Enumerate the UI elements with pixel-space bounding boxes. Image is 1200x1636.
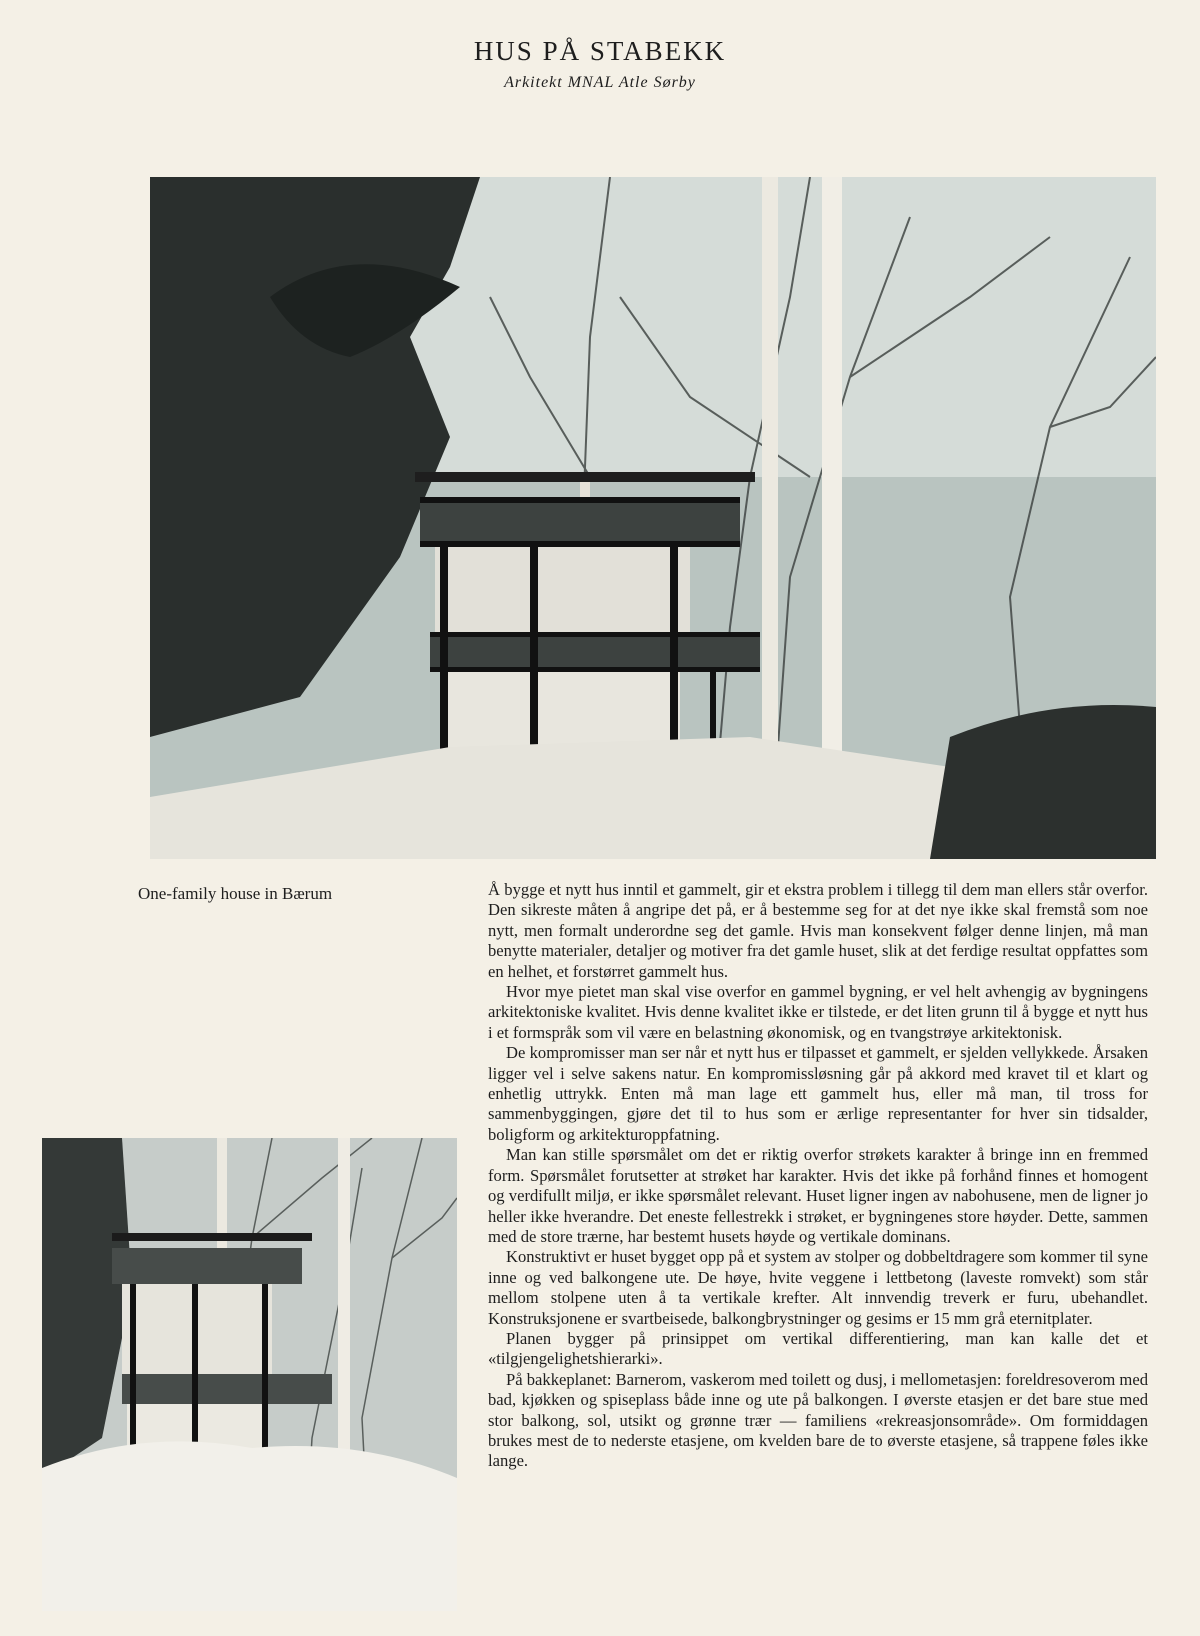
photo-caption: One-family house in Bærum — [138, 884, 333, 903]
main-photo — [150, 177, 1156, 859]
paragraph: Å bygge et nytt hus inntil et gammelt, gir et ekstra problem i tillegg til dem man ellers står overfor. Den sikreste måten å angripe det på, er å bestemme seg for at det nye ikke skal fremstå som noe nytt, men formalt underordne seg det gamle. Hvis man konsekvent følger denne linjen, må man benytte materialer, detaljer og motiver fra det gamle huset, slik at det ferdige resultat oppfattes som en helhet, et forstørret gammelt hus. — [488, 880, 1148, 981]
paragraph: Man kan stille spørsmålet om det er riktig overfor strøkets karakter å bringe inn en fremmed form. Spørsmålet forutsetter at strøket har karakter. Hvis det ikke på forhånd finnes et homogent og verdifullt miljø, er ikke spørsmålet relevant. Huset ligner ingen av nabohusene, men de ligner jo heller ikke hverandre. Det eneste fellestrekk i strøket, er bygningenes store høyder. Dette, sammen med de store trærne, har bestemt husets høyde og vertikale dominans. — [488, 1145, 1148, 1246]
paragraph: På bakkeplanet: Barnerom, vaskerom med toilett og dusj, i mellometasjen: foreldresoverom med bad, kjøkken og spiseplass både inne og ute på balkongen. I øverste etasjen er det bare stue med stor balkong, sol, utsikt og grønne trær — familiens «rekreasjonsområde». Om formiddagen brukes mest de to nederste etasjene, om kvelden bare de to øverste etasjene, så trappene føles ikke lange. — [488, 1369, 1148, 1471]
page-title: HUS PÅ STABEKK — [473, 36, 727, 66]
paragraph: Hvor mye pietet man skal vise overfor en gammel bygning, er vel helt avhengig av bygningens arkitektoniske kvalitet. Hvis denne kvalitet ikke er tilstede, er det liten grunn til å bygge et nytt hus i et formspråk som vil være en belastning økonomisk, og en tvangstrøye arkitektonisk. — [488, 982, 1148, 1042]
article-body — [488, 880, 1148, 1472]
architect-credit: Arkitekt MNAL Atle Sørby — [504, 74, 696, 91]
paragraph: Planen bygger på prinsippet om vertikal differentiering, man kan kalle det et «tilgjengelighetshierarki». — [488, 1328, 1148, 1369]
paragraph: Konstruktivt er huset bygget opp på et system av stolper og dobbeltdragere som kommer til syne inne og ved balkongene ute. De høye, hvite veggene i lettbetong (laveste romvekt) som står mellom stolpene uten å ta vertikale krefter. Alt innvendig treverk er furu, ubehandlet. Konstruksjonene er svartbeisede, balkongbrystninger og gesims er 15 mm grå eternitplater. — [488, 1247, 1148, 1328]
paragraph: De kompromisser man ser når et nytt hus er tilpasset et gammelt, er sjelden vellykkede. Årsaken ligger vel i selve sakens natur. En kompromissløsning går på akkord med kravet til et klart og enhetlig uttrykk. Enten må man lage ett gammelt hus, eller må man, til tross for sammenbyggingen, gjøre det til to hus som er ærlige representanter for hver sin tidsalder, boligform og arkitekturoppfatning. — [488, 1043, 1148, 1144]
secondary-photo — [42, 1138, 457, 1611]
